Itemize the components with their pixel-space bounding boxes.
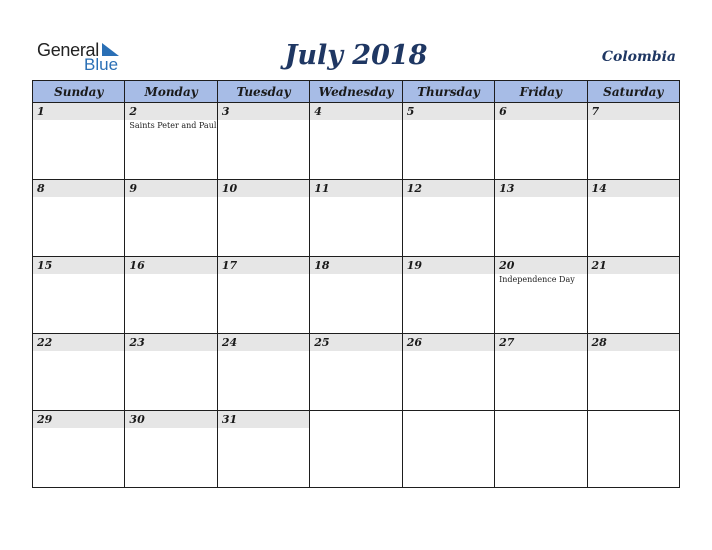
week-row [33,257,680,334]
calendar-grid [32,80,680,488]
day-number: 20 [495,257,586,274]
day-cell [310,411,402,488]
week-row [33,334,680,411]
page-title: July 2018 [284,40,428,71]
day-cell [495,103,587,180]
weekday-header: Saturday [587,81,679,103]
day-number: 26 [403,334,494,351]
day-number: 21 [588,257,679,274]
day-number: 8 [33,180,124,197]
day-cell [310,257,402,334]
week-row [33,180,680,257]
day-number: 31 [218,411,309,428]
day-cell [310,334,402,411]
weekday-header: Monday [125,81,217,103]
day-number: 1 [33,103,124,120]
weekday-header-row [33,81,680,103]
day-cell [33,257,125,334]
day-cell [402,411,494,488]
day-cell [217,180,309,257]
day-cell [33,334,125,411]
day-cell [217,257,309,334]
day-cell [217,334,309,411]
day-number: 6 [495,103,586,120]
week-row [33,411,680,488]
weekday-header: Thursday [402,81,494,103]
day-cell [402,334,494,411]
day-cell [587,180,679,257]
day-number: 16 [125,257,216,274]
weekday-header: Wednesday [310,81,402,103]
day-number: 13 [495,180,586,197]
week-row [33,103,680,180]
day-number: 27 [495,334,586,351]
day-number: 9 [125,180,216,197]
day-cell [125,180,217,257]
day-cell [402,180,494,257]
day-number: 15 [33,257,124,274]
day-number: 7 [588,103,679,120]
day-number: 14 [588,180,679,197]
day-number: 25 [310,334,401,351]
holiday-label: Independence Day [499,275,575,284]
day-cell [33,411,125,488]
day-cell [33,180,125,257]
day-cell [33,103,125,180]
day-number: 22 [33,334,124,351]
day-cell [125,411,217,488]
day-number: 10 [218,180,309,197]
day-cell [495,411,587,488]
day-cell [125,257,217,334]
day-number: 28 [588,334,679,351]
country-label: Colombia [601,49,676,65]
day-cell [587,411,679,488]
day-cell [587,257,679,334]
day-cell [217,103,309,180]
weekday-header: Friday [495,81,587,103]
day-cell [587,103,679,180]
day-cell [495,334,587,411]
day-cell [495,180,587,257]
day-number: 3 [218,103,309,120]
holiday-label: Saints Peter and Paul [129,121,217,130]
day-number: 5 [403,103,494,120]
day-cell [402,103,494,180]
day-number: 30 [125,411,216,428]
day-cell [495,257,587,334]
day-cell [402,257,494,334]
weekday-header: Tuesday [217,81,309,103]
day-number: 2 [125,103,216,120]
day-number: 18 [310,257,401,274]
weekday-header: Sunday [33,81,125,103]
day-number: 24 [218,334,309,351]
day-number: 19 [403,257,494,274]
day-cell [125,334,217,411]
day-number: 23 [125,334,216,351]
day-number: 4 [310,103,401,120]
day-cell [217,411,309,488]
day-cell [310,103,402,180]
day-cell [310,180,402,257]
day-cell [587,334,679,411]
day-number: 11 [310,180,401,197]
day-number: 29 [33,411,124,428]
day-cell [125,103,217,180]
logo-text-blue: Blue [84,55,119,74]
logo-text-general: General [37,40,99,60]
day-number: 12 [403,180,494,197]
day-number: 17 [218,257,309,274]
